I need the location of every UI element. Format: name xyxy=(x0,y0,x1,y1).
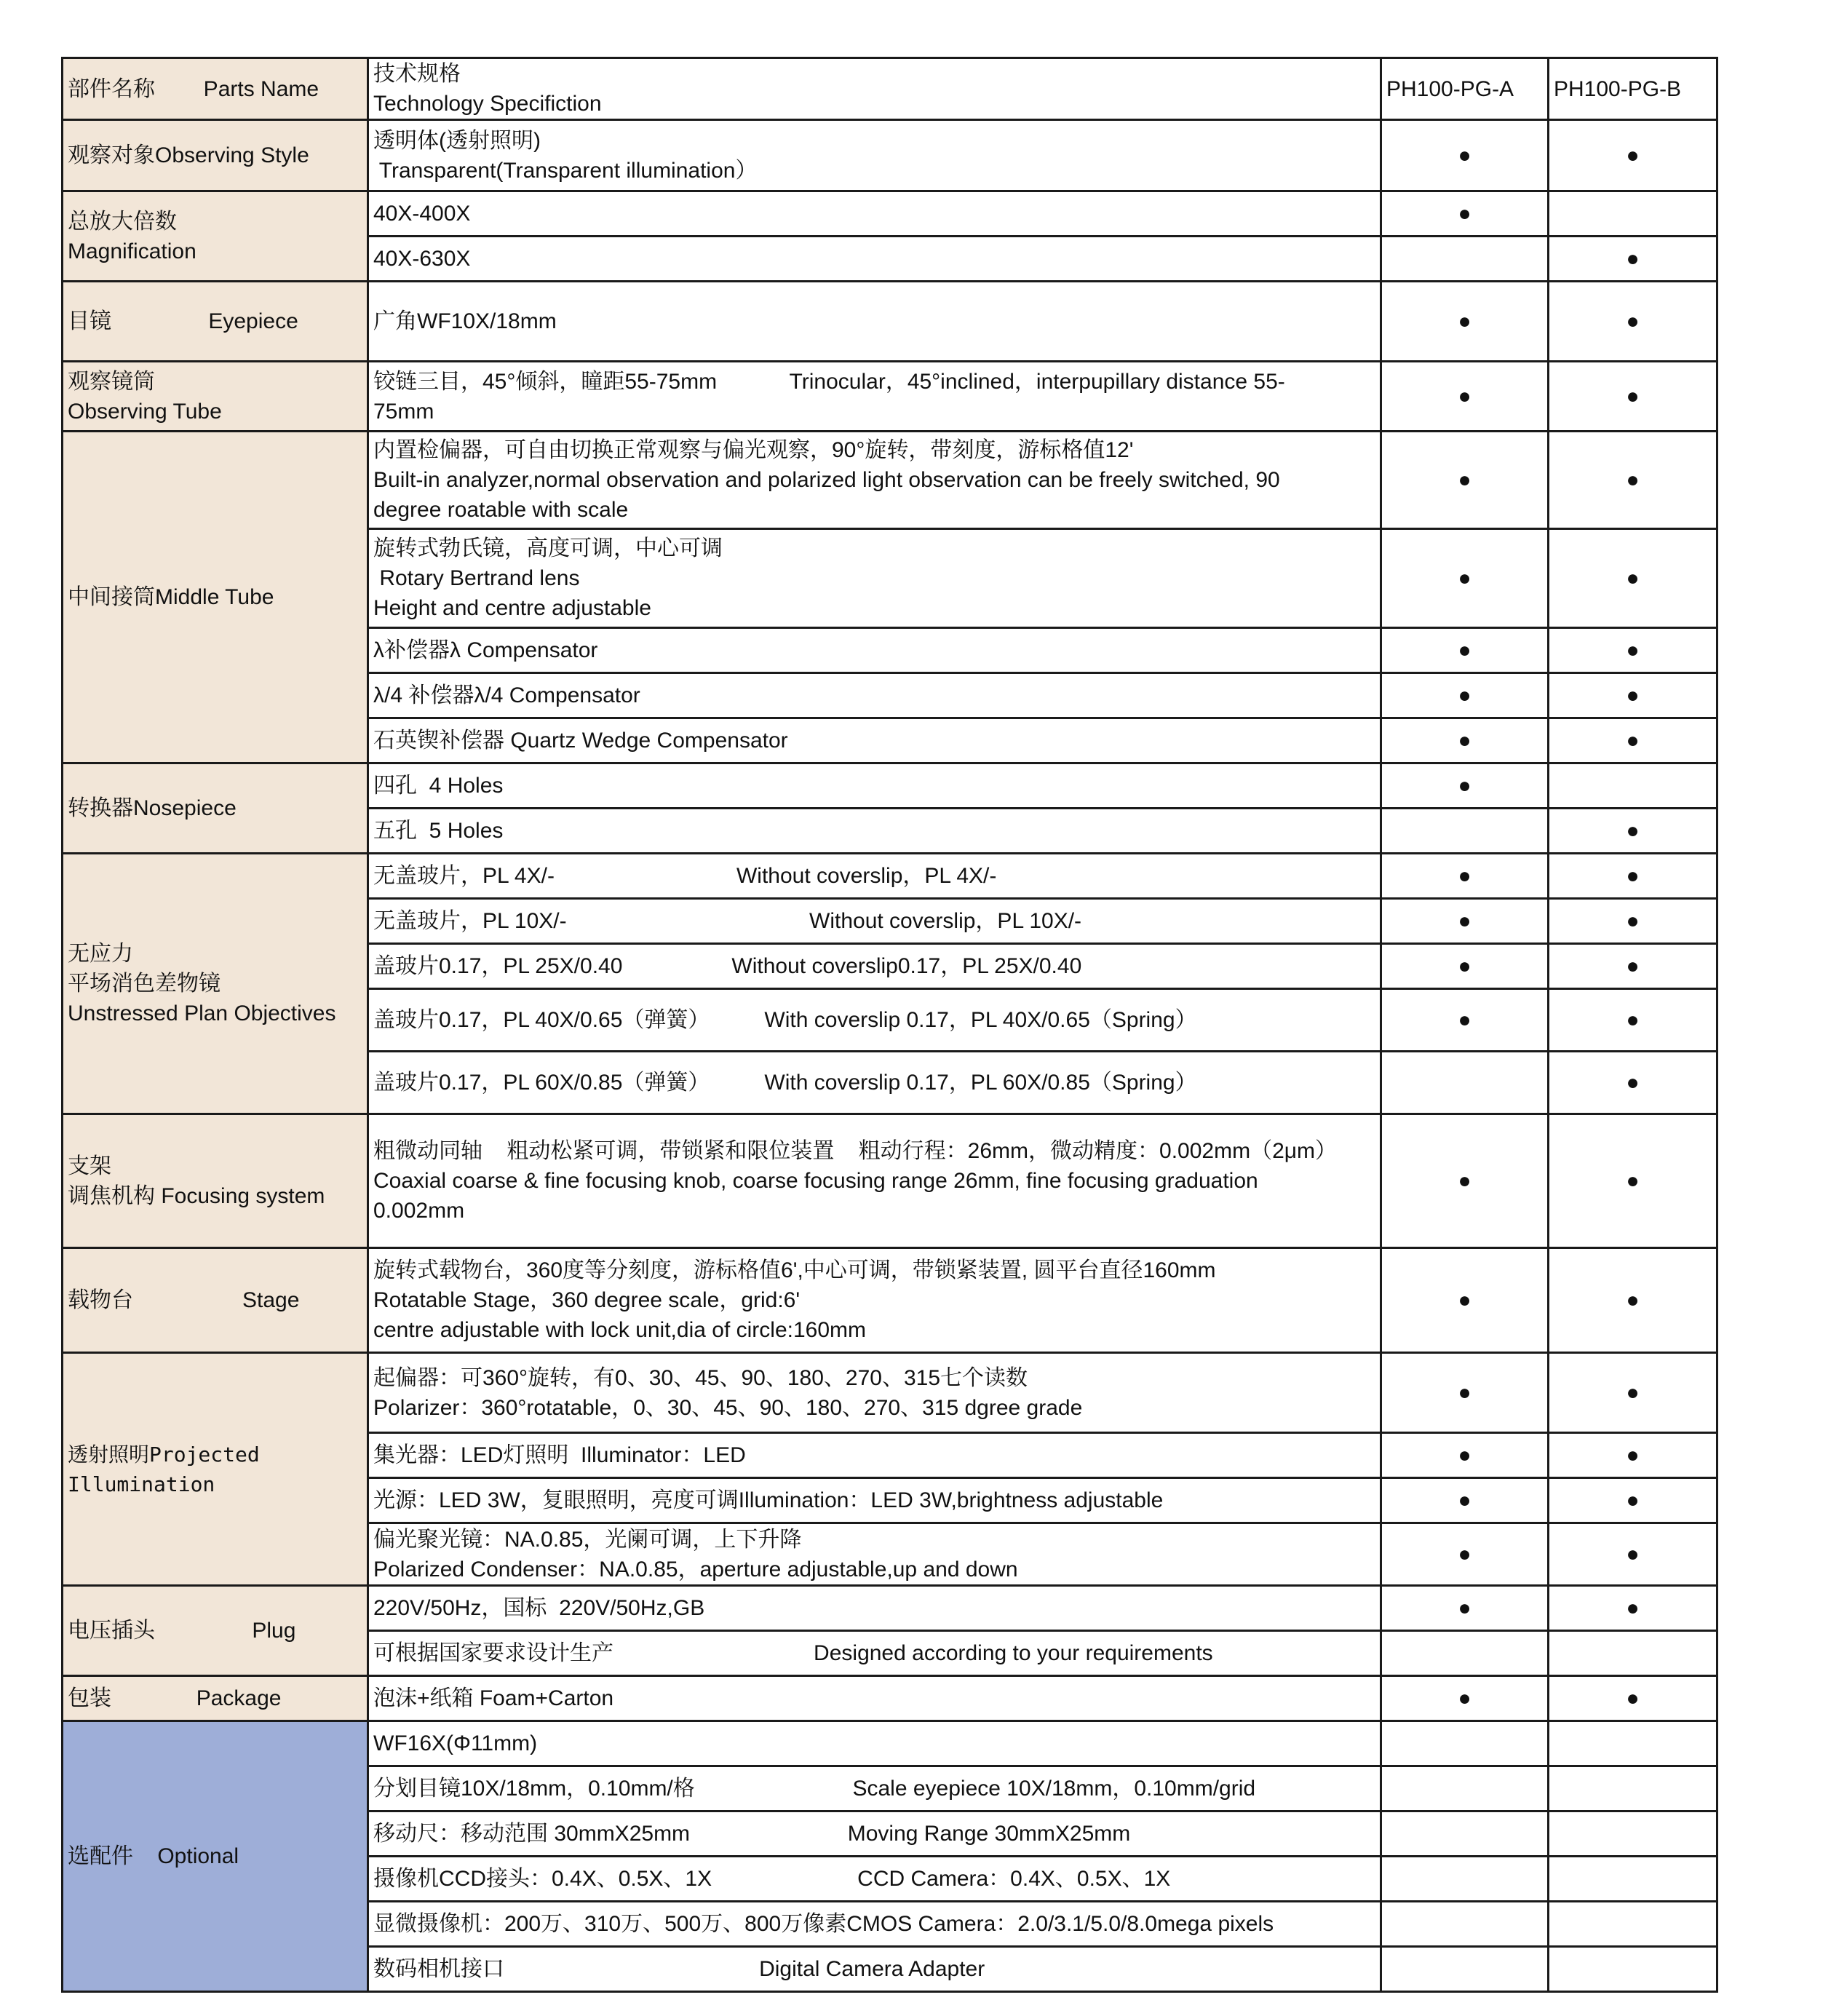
table-row xyxy=(63,1721,1717,1766)
spec-line: λ补偿器λ Compensator xyxy=(373,638,598,662)
part-name-label: 载物台 Stage xyxy=(68,1288,300,1312)
model-b-mark: ● xyxy=(1549,1676,1717,1721)
header-model-a: PH100-PG-A xyxy=(1381,58,1549,120)
spec-cell xyxy=(368,362,1381,432)
model-b-mark: ● xyxy=(1549,1478,1717,1523)
spec-line: 铰链三目，45°倾斜，瞳距55-75mm Trinocular，45°inclined，interpupillary distance 55- xyxy=(373,369,1285,394)
table-row xyxy=(63,282,1717,362)
spec-line: 无盖玻片，PL 4X/- Without coverslip，PL 4X/- xyxy=(373,864,997,888)
spec-table xyxy=(61,57,1718,1993)
part-name-cell xyxy=(63,854,368,1114)
model-a-mark: ● xyxy=(1381,432,1549,529)
model-b-mark: ● xyxy=(1549,1586,1717,1631)
spec-line: 显微摄像机：200万、310万、500万、800万像素CMOS Camera：2.0/3.1/5.0/8.0mega pixels xyxy=(373,1912,1274,1936)
model-b-mark xyxy=(1549,191,1717,237)
spec-cell xyxy=(368,1478,1381,1523)
spec-line: Rotary Bertrand lens xyxy=(373,566,580,590)
header-part-label: 部件名称 Parts Name xyxy=(68,76,319,101)
spec-line: λ/4 补偿器λ/4 Compensator xyxy=(373,683,640,707)
spec-line: 内置检偏器，可自由切换正常观察与偏光观察，90°旋转，带刻度，游标格值12' xyxy=(373,438,1134,462)
table-row xyxy=(63,1114,1717,1248)
model-b-mark xyxy=(1549,763,1717,809)
model-b-mark: ● xyxy=(1549,1523,1717,1586)
model-b-mark: ● xyxy=(1549,362,1717,432)
part-name-cell xyxy=(63,1353,368,1586)
spec-line: WF16X(Φ11mm) xyxy=(373,1731,538,1755)
model-a-mark xyxy=(1381,237,1549,282)
spec-cell xyxy=(368,1857,1381,1902)
part-name-cell xyxy=(63,1114,368,1248)
model-b-mark: ● xyxy=(1549,432,1717,529)
model-b-mark: ● xyxy=(1549,809,1717,854)
model-b-mark: ● xyxy=(1549,899,1717,944)
spec-line: 集光器：LED灯照明 Illuminator：LED xyxy=(373,1443,746,1467)
spec-line: 无盖玻片，PL 10X/- Without coverslip，PL 10X/- xyxy=(373,909,1082,933)
part-name-label: 总放大倍数 xyxy=(68,209,177,234)
spec-line: 75mm xyxy=(373,399,434,424)
spec-line: 五孔 5 Holes xyxy=(373,819,504,843)
spec-line: 数码相机接口 Digital Camera Adapter xyxy=(373,1957,985,1981)
spec-line: 偏光聚光镜：NA.0.85，光阑可调，上下升降 xyxy=(373,1527,802,1552)
spec-line: 盖玻片0.17，PL 40X/0.65（弹簧） With coverslip 0.17，PL 40X/0.65（Spring） xyxy=(373,1008,1197,1032)
part-name-label: 目镜 Eyepiece xyxy=(68,309,298,333)
table-row xyxy=(63,432,1717,529)
part-name-label: Unstressed Plan Objectives xyxy=(68,1001,336,1025)
model-a-mark xyxy=(1381,1902,1549,1947)
spec-cell xyxy=(368,1248,1381,1353)
spec-line: 0.002mm xyxy=(373,1199,465,1223)
spec-line: Rotatable Stage，360 degree scale，grid:6' xyxy=(373,1288,801,1312)
table-row xyxy=(63,1353,1717,1433)
spec-cell xyxy=(368,1676,1381,1721)
model-a-mark: ● xyxy=(1381,763,1549,809)
spec-cell xyxy=(368,1947,1381,1992)
part-name-cell xyxy=(63,1676,368,1721)
spec-line: degree roatable with scale xyxy=(373,498,629,522)
model-a-mark xyxy=(1381,1631,1549,1676)
part-name-label: 中间接筒Middle Tube xyxy=(68,585,274,609)
model-a-mark xyxy=(1381,1947,1549,1992)
spec-line: Polarized Condenser：NA.0.85，aperture adjustable,up and down xyxy=(373,1557,1018,1582)
spec-line: 分划目镜10X/18mm，0.10mm/格 Scale eyepiece 10X/18mm，0.10mm/grid xyxy=(373,1777,1256,1801)
model-a-mark: ● xyxy=(1381,362,1549,432)
spec-cell xyxy=(368,989,1381,1052)
part-name-label: 电压插头 Plug xyxy=(68,1619,296,1643)
table-row xyxy=(63,362,1717,432)
model-b-mark: ● xyxy=(1549,120,1717,191)
part-name-label: 观察对象Observing Style xyxy=(68,143,309,167)
spec-cell xyxy=(368,1811,1381,1857)
spec-cell xyxy=(368,1766,1381,1811)
part-name-cell xyxy=(63,120,368,191)
part-name-label: 调焦机构 Focusing system xyxy=(68,1183,325,1208)
spec-line: 广角WF10X/18mm xyxy=(373,309,557,333)
part-name-cell xyxy=(63,1721,368,1992)
spec-cell xyxy=(368,628,1381,673)
spec-line: Transparent(Transparent illumination） xyxy=(373,158,758,183)
model-a-mark: ● xyxy=(1381,1433,1549,1478)
model-b-mark: ● xyxy=(1549,529,1717,628)
spec-cell xyxy=(368,1721,1381,1766)
part-name-cell xyxy=(63,432,368,763)
model-a-mark: ● xyxy=(1381,120,1549,191)
spec-cell xyxy=(368,899,1381,944)
model-a-mark: ● xyxy=(1381,628,1549,673)
part-name-label: Observing Tube xyxy=(68,399,222,424)
model-b-mark: ● xyxy=(1549,237,1717,282)
spec-line: 40X-630X xyxy=(373,247,471,271)
model-b-mark: ● xyxy=(1549,718,1717,763)
spec-cell xyxy=(368,763,1381,809)
model-a-mark: ● xyxy=(1381,899,1549,944)
model-a-mark: ● xyxy=(1381,944,1549,989)
spec-cell xyxy=(368,1586,1381,1631)
model-b-mark xyxy=(1549,1857,1717,1902)
model-a-mark: ● xyxy=(1381,1676,1549,1721)
spec-line: 移动尺：移动范围 30mmX25mm Moving Range 30mmX25mm xyxy=(373,1822,1131,1846)
header-spec-cell xyxy=(368,58,1381,120)
model-a-mark xyxy=(1381,1721,1549,1766)
part-name-cell xyxy=(63,362,368,432)
spec-line: 泡沫+纸箱 Foam+Carton xyxy=(373,1686,614,1710)
model-a-mark xyxy=(1381,1857,1549,1902)
table-row xyxy=(63,1676,1717,1721)
table-row xyxy=(63,854,1717,899)
table-row xyxy=(63,191,1717,237)
spec-cell xyxy=(368,1353,1381,1433)
model-b-mark: ● xyxy=(1549,989,1717,1052)
spec-line: 透明体(透射照明) xyxy=(373,128,541,153)
model-a-mark: ● xyxy=(1381,1353,1549,1433)
spec-cell xyxy=(368,1631,1381,1676)
model-b-mark: ● xyxy=(1549,282,1717,362)
model-a-mark: ● xyxy=(1381,1248,1549,1353)
spec-cell xyxy=(368,944,1381,989)
spec-line: centre adjustable with lock unit,dia of circle:160mm xyxy=(373,1318,866,1342)
part-name-cell xyxy=(63,282,368,362)
model-b-mark xyxy=(1549,1811,1717,1857)
spec-cell xyxy=(368,673,1381,718)
table-row xyxy=(63,1248,1717,1353)
spec-line: Built-in analyzer,normal observation and polarized light observation can be freely switched, 90 xyxy=(373,468,1280,492)
spec-line: 可根据国家要求设计生产 Designed according to your requirements xyxy=(373,1641,1213,1665)
model-b-mark xyxy=(1549,1902,1717,1947)
spec-line: Polarizer：360°rotatable，0、30、45、90、180、270、315 dgree grade xyxy=(373,1395,1083,1420)
model-b-mark: ● xyxy=(1549,854,1717,899)
spec-line: 四孔 4 Holes xyxy=(373,774,504,798)
spec-cell xyxy=(368,237,1381,282)
spec-line: 旋转式勃氏镜，高度可调，中心可调 xyxy=(373,536,723,560)
part-name-label: 选配件 Optional xyxy=(68,1844,239,1868)
header-part-cell xyxy=(63,58,368,120)
spec-line: Coaxial coarse & fine focusing knob, coarse focusing range 26mm, fine focusing graduation xyxy=(373,1169,1258,1193)
spec-line: 起偏器：可360°旋转，有0、30、45、90、180、270、315七个读数 xyxy=(373,1365,1028,1390)
model-a-mark xyxy=(1381,1811,1549,1857)
part-name-label: Magnification xyxy=(68,239,196,263)
model-b-mark xyxy=(1549,1631,1717,1676)
spec-cell xyxy=(368,432,1381,529)
part-name-cell xyxy=(63,763,368,854)
model-a-mark: ● xyxy=(1381,718,1549,763)
spec-line: 盖玻片0.17，PL 60X/0.85（弹簧） With coverslip 0.17，PL 60X/0.85（Spring） xyxy=(373,1071,1197,1095)
header-spec-label-zh: 技术规格 xyxy=(373,62,461,86)
model-a-mark: ● xyxy=(1381,989,1549,1052)
model-b-mark: ● xyxy=(1549,944,1717,989)
model-b-mark: ● xyxy=(1549,628,1717,673)
part-name-label: 无应力 xyxy=(68,942,133,966)
spec-cell xyxy=(368,191,1381,237)
part-name-label: 平场消色差物镜 xyxy=(68,972,221,996)
model-b-mark xyxy=(1549,1766,1717,1811)
spec-cell xyxy=(368,120,1381,191)
spec-line: 旋转式载物台，360度等分刻度，游标格值6',中心可调，带锁紧装置, 圆平台直径160mm xyxy=(373,1258,1216,1282)
table-row xyxy=(63,763,1717,809)
spec-cell xyxy=(368,718,1381,763)
spec-line: 盖玻片0.17，PL 25X/0.40 Without coverslip0.17，PL 25X/0.40 xyxy=(373,954,1082,978)
model-a-mark xyxy=(1381,809,1549,854)
model-a-mark: ● xyxy=(1381,529,1549,628)
spec-cell xyxy=(368,1052,1381,1114)
table-row xyxy=(63,120,1717,191)
spec-line: 40X-400X xyxy=(373,202,471,226)
part-name-label: 支架 xyxy=(68,1154,111,1178)
spec-cell xyxy=(368,282,1381,362)
spec-line: Height and centre adjustable xyxy=(373,596,651,620)
spec-line: 粗微动同轴 粗动松紧可调，带锁紧和限位装置 粗动行程：26mm，微动精度：0.002mm（2μm） xyxy=(373,1139,1338,1163)
model-b-mark: ● xyxy=(1549,1052,1717,1114)
model-a-mark: ● xyxy=(1381,854,1549,899)
model-a-mark: ● xyxy=(1381,1114,1549,1248)
model-a-mark xyxy=(1381,1052,1549,1114)
spec-line: 石英锲补偿器 Quartz Wedge Compensator xyxy=(373,729,788,753)
part-name-label: 观察镜筒 xyxy=(68,369,155,394)
model-a-mark xyxy=(1381,1766,1549,1811)
spec-line: 220V/50Hz，国标 220V/50Hz,GB xyxy=(373,1596,705,1620)
spec-cell xyxy=(368,809,1381,854)
model-a-mark: ● xyxy=(1381,191,1549,237)
model-b-mark: ● xyxy=(1549,1114,1717,1248)
model-b-mark xyxy=(1549,1947,1717,1992)
part-name-label: Illumination xyxy=(68,1472,215,1496)
part-name-cell xyxy=(63,1586,368,1676)
part-name-label: 透射照明Projected xyxy=(68,1442,260,1467)
spec-cell xyxy=(368,1433,1381,1478)
spec-line: 摄像机CCD接头：0.4X、0.5X、1X CCD Camera：0.4X、0.5X、1X xyxy=(373,1867,1171,1891)
spec-cell xyxy=(368,854,1381,899)
model-a-mark: ● xyxy=(1381,1586,1549,1631)
part-name-label: 包装 Package xyxy=(68,1686,282,1710)
model-a-mark: ● xyxy=(1381,282,1549,362)
part-name-label: 转换器Nosepiece xyxy=(68,796,237,820)
model-b-mark: ● xyxy=(1549,1248,1717,1353)
model-b-mark: ● xyxy=(1549,1433,1717,1478)
spec-cell xyxy=(368,529,1381,628)
model-a-mark: ● xyxy=(1381,1478,1549,1523)
spec-cell xyxy=(368,1523,1381,1586)
model-b-mark: ● xyxy=(1549,1353,1717,1433)
model-b-mark: ● xyxy=(1549,673,1717,718)
part-name-cell xyxy=(63,191,368,282)
spec-cell xyxy=(368,1902,1381,1947)
model-b-mark xyxy=(1549,1721,1717,1766)
spec-line: 光源：LED 3W，复眼照明，亮度可调Illumination：LED 3W,brightness adjustable xyxy=(373,1488,1164,1512)
model-a-mark: ● xyxy=(1381,673,1549,718)
table-row xyxy=(63,1586,1717,1631)
header-spec-label-en: Technology Specifiction xyxy=(373,92,602,116)
part-name-cell xyxy=(63,1248,368,1353)
spec-cell xyxy=(368,1114,1381,1248)
header-model-b: PH100-PG-B xyxy=(1549,58,1717,120)
header-row xyxy=(63,58,1717,120)
model-a-mark: ● xyxy=(1381,1523,1549,1586)
